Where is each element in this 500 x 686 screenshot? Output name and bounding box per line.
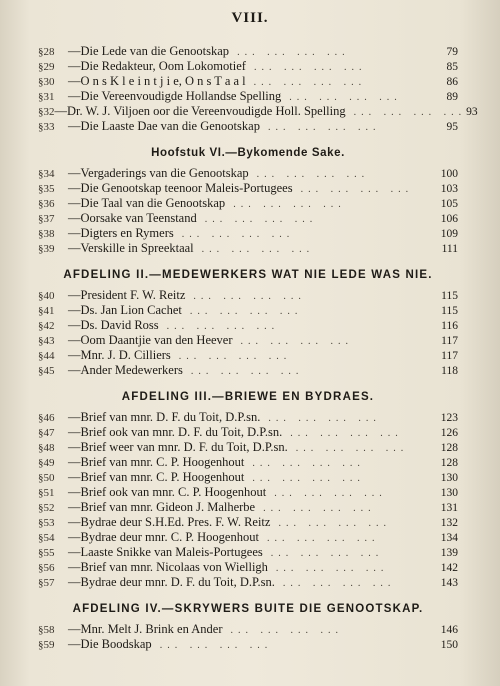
section-number: §47 <box>38 427 55 439</box>
page-number: 85 <box>446 61 458 73</box>
section-heading: AFDELING IV.—SKRYWERS BUITE DIE GENOOTSKAP. <box>72 603 424 615</box>
page-number: 111 <box>441 243 458 255</box>
toc-entry <box>38 560 458 575</box>
dot-leader: ... ... ... ... <box>289 92 402 103</box>
section-number: §33 <box>38 121 55 133</box>
entry-title: —Ds. David Ross <box>68 318 159 332</box>
page-number: 139 <box>440 547 458 559</box>
section-number: §37 <box>38 213 55 225</box>
entry-title: —Brief van mnr. C. P. Hoogenhout <box>68 455 245 469</box>
dot-leader: ... ... ... ... <box>252 458 365 469</box>
entry-title: —Oorsake van Teenstand <box>68 211 197 225</box>
entry-title: —Verskille in Spreektaal <box>68 241 194 255</box>
entry-title: —Mnr. J. D. Cilliers <box>68 348 171 362</box>
dot-leader: ... ... ... ... <box>253 77 367 88</box>
toc-entry <box>38 455 458 470</box>
entry-title: —Brief van mnr. C. P. Hoogenhout <box>68 470 245 484</box>
section-number: §41 <box>38 305 55 317</box>
page-number: 106 <box>440 213 458 225</box>
dot-leader: ... ... ... ... <box>190 366 304 377</box>
dot-leader: ... ... ... ... <box>237 47 350 58</box>
page-number: 123 <box>440 412 458 424</box>
entry-title: —Brief weer van mnr. D. F. du Toit, D.P.sn. <box>68 440 288 454</box>
section-number: §58 <box>38 624 55 636</box>
section-number: §59 <box>38 639 55 651</box>
section-number: §56 <box>38 562 55 574</box>
entry-title: —Digters en Rymers <box>68 226 174 240</box>
section-number: §40 <box>38 290 55 302</box>
dot-leader: ... ... ... ... <box>181 229 295 240</box>
page-heading: VIII. <box>231 10 269 26</box>
page-number: 115 <box>441 305 458 317</box>
section-number: §54 <box>38 532 55 544</box>
toc-entry <box>38 44 458 59</box>
toc-entry <box>38 348 458 363</box>
page-number: 142 <box>440 562 458 574</box>
page-number: 132 <box>440 517 458 529</box>
entry-title: —Brief van mnr. Nicolaas von Wielligh <box>68 560 268 574</box>
dot-leader: ... ... ... ... <box>230 625 344 636</box>
table-of-contents <box>38 44 478 656</box>
section-heading: AFDELING II.—MEDEWERKERS WAT NIE LEDE WAS NIE. <box>63 269 433 281</box>
section-heading: Hoofstuk VI.—Bykomende Sake. <box>151 147 345 159</box>
toc-entry <box>38 211 458 226</box>
entry-title: —Vergaderings van die Genootskap <box>68 166 249 180</box>
page-number: 143 <box>440 577 458 589</box>
page-number: 116 <box>441 320 458 332</box>
page-number: 150 <box>440 639 458 651</box>
toc-entry <box>38 425 458 440</box>
entry-title: —Dr. W. J. Viljoen oor die Vereenvoudigde Holl. Spelling <box>54 104 346 118</box>
dot-leader: ... ... ... ... <box>252 473 365 484</box>
dot-leader: ... ... ... ... <box>295 443 409 454</box>
toc-entry <box>38 74 458 89</box>
dot-leader: ... ... ... ... <box>240 336 354 347</box>
toc-entry <box>38 226 458 241</box>
section-number: §57 <box>38 577 55 589</box>
entry-title: —Die Lede van die Genootskap <box>68 44 230 58</box>
dot-leader: ... ... ... ... <box>201 244 315 255</box>
dot-leader: ... ... ... ... <box>266 533 380 544</box>
entry-title: —Ds. Jan Lion Cachet <box>68 303 182 317</box>
toc-entry <box>38 318 458 333</box>
entry-title: —Bydrae deur mnr. C. P. Hoogenhout <box>68 530 259 544</box>
entry-title: —Die Redakteur, Oom Lokomotief <box>68 59 246 73</box>
section-number: §32 <box>38 106 55 118</box>
dot-leader: ... ... ... ... <box>189 306 303 317</box>
section-number: §42 <box>38 320 55 332</box>
entry-title: —Bydrae deur S.H.Ed. Pres. F. W. Reitz <box>68 515 271 529</box>
section-number: §38 <box>38 228 55 240</box>
entry-title: —Brief ook van mnr. C. P. Hoogenhout <box>68 485 267 499</box>
dot-leader: ... ... ... ... <box>267 122 381 133</box>
page-number: 86 <box>446 76 458 88</box>
toc-entry <box>38 363 458 378</box>
section-number: §28 <box>38 46 55 58</box>
entry-title: —Brief van mnr. Gideon J. Malherbe <box>68 500 256 514</box>
toc-entry <box>38 288 458 303</box>
dot-leader: ... ... ... ... <box>193 291 306 302</box>
entry-title: —Mnr. Melt J. Brink en Ander <box>68 622 223 636</box>
entry-title: —Ander Medewerkers <box>68 363 183 377</box>
section-number: §55 <box>38 547 55 559</box>
toc-entry <box>38 303 458 318</box>
section-number: §46 <box>38 412 55 424</box>
toc-entry <box>38 166 458 181</box>
toc-entry <box>38 333 458 348</box>
entry-title: —Laaste Snikke van Maleis-Portugees <box>68 545 263 559</box>
page-number: 130 <box>440 472 458 484</box>
entry-title: —O n s K l e i n t j i e, O n s T a a l <box>68 74 246 88</box>
toc-entry <box>38 104 478 119</box>
page-number: 89 <box>446 91 458 103</box>
page-number: 130 <box>440 487 458 499</box>
section-number: §50 <box>38 472 55 484</box>
toc-entry <box>38 241 458 256</box>
page-number: 95 <box>446 121 458 133</box>
dot-leader: ... ... ... ... <box>178 351 292 362</box>
dot-leader: ... ... ... ... <box>275 563 389 574</box>
entry-title: —President F. W. Reitz <box>68 288 186 302</box>
page-number: 128 <box>440 457 458 469</box>
dot-leader: ... ... ... ... <box>353 107 467 118</box>
page-number: 134 <box>440 532 458 544</box>
toc-entry <box>38 181 458 196</box>
entry-title: —Brief ook van mnr. D. F. du Toit, D.P.sn. <box>68 425 283 439</box>
section-heading: AFDELING III.—BRIEWE EN BYDRAES. <box>121 391 375 403</box>
page-number: 103 <box>440 183 458 195</box>
section-number: §30 <box>38 76 55 88</box>
dot-leader: ... ... ... ... <box>268 413 381 424</box>
page-number: 100 <box>440 168 458 180</box>
entry-title: —Die Taal van die Genootskap <box>68 196 226 210</box>
toc-entry <box>38 89 458 104</box>
dot-leader: ... ... ... ... <box>166 321 280 332</box>
toc-entry <box>38 410 458 425</box>
toc-entry <box>38 575 458 590</box>
toc-entry <box>38 196 458 211</box>
toc-entry <box>38 485 458 500</box>
page-number: 146 <box>440 624 458 636</box>
page-number: 118 <box>441 365 458 377</box>
section-number: §31 <box>38 91 55 103</box>
entry-title: —Die Genootskap teenoor Maleis-Portugees <box>68 181 293 195</box>
section-number: §35 <box>38 183 55 195</box>
toc-entry <box>38 545 458 560</box>
section-number: §39 <box>38 243 55 255</box>
section-number: §49 <box>38 457 55 469</box>
page-number: 115 <box>441 290 458 302</box>
dot-leader: ... ... ... ... <box>204 214 318 225</box>
entry-title: —Brief van mnr. D. F. du Toit, D.P.sn. <box>68 410 261 424</box>
section-number: §44 <box>38 350 55 362</box>
entry-title: —Die Laaste Dae van die Genootskap <box>68 119 260 133</box>
section-number: §45 <box>38 365 55 377</box>
toc-entry <box>38 440 458 455</box>
dot-leader: ... ... ... ... <box>278 518 391 529</box>
entry-title: —Die Boodskap <box>68 637 152 651</box>
page-number: 93 <box>466 106 478 118</box>
dot-leader: ... ... ... ... <box>256 169 370 180</box>
section-number: §34 <box>38 168 55 180</box>
page-number: 105 <box>440 198 458 210</box>
page-number: 117 <box>441 350 458 362</box>
entry-title: —Bydrae deur mnr. D. F. du Toit, D.P.sn. <box>68 575 275 589</box>
toc-entry <box>38 59 458 74</box>
section-number: §51 <box>38 487 55 499</box>
dot-leader: ... ... ... ... <box>233 199 346 210</box>
page-number: 117 <box>441 335 458 347</box>
page-number: 79 <box>446 46 458 58</box>
section-number: §52 <box>38 502 55 514</box>
page-number: 131 <box>440 502 458 514</box>
entry-title: —Oom Daantjie van den Heever <box>68 333 233 347</box>
toc-entry <box>38 500 458 515</box>
dot-leader: ... ... ... ... <box>159 640 273 651</box>
section-number: §43 <box>38 335 55 347</box>
toc-entry <box>38 622 458 637</box>
dot-leader: ... ... ... ... <box>300 184 414 195</box>
section-number: §36 <box>38 198 55 210</box>
toc-entry <box>38 470 458 485</box>
section-number: §29 <box>38 61 55 73</box>
page-number: 128 <box>440 442 458 454</box>
dot-leader: ... ... ... ... <box>270 548 384 559</box>
page-number: 126 <box>440 427 458 439</box>
section-number: §48 <box>38 442 55 454</box>
toc-entry <box>38 530 458 545</box>
section-number: §53 <box>38 517 55 529</box>
dot-leader: ... ... ... ... <box>253 62 367 73</box>
page-number: 109 <box>440 228 458 240</box>
toc-entry <box>38 515 458 530</box>
toc-entry <box>38 637 458 652</box>
dot-leader: ... ... ... ... <box>282 578 396 589</box>
dot-leader: ... ... ... ... <box>290 428 403 439</box>
toc-entry <box>38 119 458 134</box>
entry-title: —Die Vereenvoudigde Hollandse Spelling <box>68 89 282 103</box>
dot-leader: ... ... ... ... <box>263 503 376 514</box>
dot-leader: ... ... ... ... <box>274 488 387 499</box>
